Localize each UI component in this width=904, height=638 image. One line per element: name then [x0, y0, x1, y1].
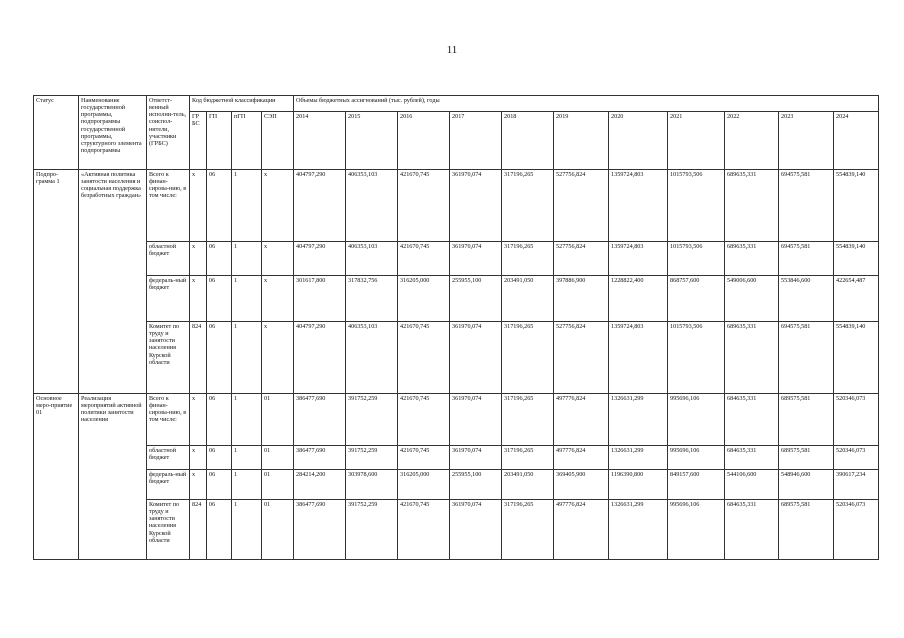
- value-cell: 391752,259: [346, 500, 398, 560]
- value-cell: 1359724,803: [609, 170, 668, 242]
- code-cell: 01: [262, 470, 294, 500]
- value-cell: 1015793,506: [668, 170, 725, 242]
- code-cell: 06: [207, 322, 232, 394]
- code-cell: x: [190, 470, 207, 500]
- value-cell: 520346,073: [834, 500, 879, 560]
- executor-cell: областной бюджет: [147, 446, 190, 470]
- code-cell: x: [262, 322, 294, 394]
- value-cell: 386477,690: [294, 500, 346, 560]
- code-cell: 01: [262, 500, 294, 560]
- value-cell: 694575,581: [779, 170, 834, 242]
- value-cell: 391752,259: [346, 394, 398, 446]
- value-cell: 303978,600: [346, 470, 398, 500]
- value-cell: 404797,290: [294, 322, 346, 394]
- value-cell: 694575,581: [779, 242, 834, 276]
- value-cell: 689635,331: [725, 322, 779, 394]
- value-cell: 317196,265: [502, 322, 554, 394]
- page-number: 11: [446, 44, 458, 56]
- value-cell: 421670,745: [398, 170, 450, 242]
- status-cell: Основное меро-приятие 01: [34, 394, 79, 560]
- value-cell: 497776,824: [554, 446, 609, 470]
- executor-cell: федераль-ный бюджет: [147, 470, 190, 500]
- value-cell: 694575,581: [779, 322, 834, 394]
- table-row: [34, 500, 879, 560]
- value-cell: 361970,074: [450, 500, 502, 560]
- value-cell: 868757,600: [668, 276, 725, 322]
- value-cell: 1015793,506: [668, 242, 725, 276]
- value-cell: 1359724,803: [609, 242, 668, 276]
- value-cell: 361970,074: [450, 394, 502, 446]
- value-cell: 421670,745: [398, 242, 450, 276]
- value-cell: 316205,000: [398, 470, 450, 500]
- value-cell: 421670,745: [398, 500, 450, 560]
- code-cell: 06: [207, 446, 232, 470]
- code-cell: x: [190, 276, 207, 322]
- header-year: 2019: [554, 112, 609, 170]
- value-cell: 548946,600: [779, 470, 834, 500]
- value-cell: 406353,103: [346, 170, 398, 242]
- code-cell: 1: [232, 394, 262, 446]
- code-cell: x: [262, 170, 294, 242]
- value-cell: 406353,103: [346, 242, 398, 276]
- value-cell: 203491,050: [502, 276, 554, 322]
- code-cell: 824: [190, 500, 207, 560]
- table-row: [34, 242, 879, 276]
- value-cell: 386477,690: [294, 394, 346, 446]
- header-name: Наименование государственной программы, подпрограммы государственной программы, структурного элемента подпрограммы: [79, 96, 147, 170]
- value-cell: 995696,106: [668, 394, 725, 446]
- code-cell: x: [190, 242, 207, 276]
- code-cell: 06: [207, 242, 232, 276]
- table-row: [34, 394, 879, 446]
- header-year: 2015: [346, 112, 398, 170]
- code-cell: 06: [207, 276, 232, 322]
- value-cell: 554839,140: [834, 170, 879, 242]
- value-cell: 390617,234: [834, 470, 879, 500]
- value-cell: 527756,824: [554, 170, 609, 242]
- value-cell: 317832,756: [346, 276, 398, 322]
- value-cell: 527756,824: [554, 322, 609, 394]
- executor-cell: Комитет по труду и занятости населения Курской области: [147, 322, 190, 394]
- value-cell: 544106,600: [725, 470, 779, 500]
- executor-cell: Всего к финан-сирова-нию, в том числе:: [147, 170, 190, 242]
- header-year: 2014: [294, 112, 346, 170]
- value-cell: 995696,106: [668, 500, 725, 560]
- value-cell: 1228822,400: [609, 276, 668, 322]
- value-cell: 404797,290: [294, 170, 346, 242]
- table-row: [34, 446, 879, 470]
- value-cell: 1359724,803: [609, 322, 668, 394]
- table-row: [34, 322, 879, 394]
- executor-cell: Комитет по труду и занятости населения Курской области: [147, 500, 190, 560]
- value-cell: 527756,824: [554, 242, 609, 276]
- status-cell: Подпро-грамма 1: [34, 170, 79, 394]
- code-cell: 1: [232, 242, 262, 276]
- value-cell: 422654,487: [834, 276, 879, 322]
- header-year: 2023: [779, 112, 834, 170]
- value-cell: 849157,600: [668, 470, 725, 500]
- code-cell: 1: [232, 470, 262, 500]
- header-status: Статус: [34, 96, 79, 170]
- value-cell: 520346,073: [834, 446, 879, 470]
- value-cell: 1015793,506: [668, 322, 725, 394]
- code-cell: 06: [207, 500, 232, 560]
- header-year: 2020: [609, 112, 668, 170]
- value-cell: 421670,745: [398, 446, 450, 470]
- code-cell: x: [190, 170, 207, 242]
- value-cell: 689575,581: [779, 394, 834, 446]
- code-cell: x: [190, 394, 207, 446]
- executor-cell: Всего к финан-сирова-нию, в том числе:: [147, 394, 190, 446]
- value-cell: 317196,265: [502, 500, 554, 560]
- code-cell: 01: [262, 446, 294, 470]
- value-cell: 554839,140: [834, 242, 879, 276]
- value-cell: 421670,745: [398, 322, 450, 394]
- value-cell: 497776,824: [554, 500, 609, 560]
- value-cell: 361970,074: [450, 446, 502, 470]
- code-cell: 06: [207, 394, 232, 446]
- value-cell: 554839,140: [834, 322, 879, 394]
- header-code-pgp: пГП: [232, 112, 262, 170]
- code-cell: x: [262, 276, 294, 322]
- value-cell: 689575,581: [779, 446, 834, 470]
- value-cell: 369405,900: [554, 470, 609, 500]
- value-cell: 684635,331: [725, 446, 779, 470]
- header-code-sep: СЭП: [262, 112, 294, 170]
- value-cell: 361970,074: [450, 170, 502, 242]
- value-cell: 317196,265: [502, 446, 554, 470]
- value-cell: 1326631,299: [609, 446, 668, 470]
- value-cell: 317196,265: [502, 242, 554, 276]
- value-cell: 397886,900: [554, 276, 609, 322]
- code-cell: 1: [232, 446, 262, 470]
- code-cell: x: [190, 446, 207, 470]
- value-cell: 255955,100: [450, 470, 502, 500]
- value-cell: 301617,800: [294, 276, 346, 322]
- value-cell: 317196,265: [502, 394, 554, 446]
- program-name-cell: Реализация мероприятий активной политики занятости населения: [79, 394, 147, 560]
- value-cell: 684635,331: [725, 500, 779, 560]
- value-cell: 995696,106: [668, 446, 725, 470]
- header-year: 2024: [834, 112, 879, 170]
- value-cell: 255955,100: [450, 276, 502, 322]
- value-cell: 1326631,299: [609, 500, 668, 560]
- value-cell: 386477,690: [294, 446, 346, 470]
- value-cell: 553846,600: [779, 276, 834, 322]
- header-code-grbs: ГР БС: [190, 112, 207, 170]
- code-cell: x: [262, 242, 294, 276]
- value-cell: 689635,331: [725, 170, 779, 242]
- code-cell: 1: [232, 170, 262, 242]
- value-cell: 689575,581: [779, 500, 834, 560]
- table-row: [34, 170, 879, 242]
- budget-table: [33, 95, 879, 560]
- code-cell: 1: [232, 500, 262, 560]
- value-cell: 391752,259: [346, 446, 398, 470]
- value-cell: 361970,074: [450, 322, 502, 394]
- header-volumes: Объемы бюджетных ассигнований (тыс. рублей), годы: [294, 96, 879, 112]
- value-cell: 361970,074: [450, 242, 502, 276]
- value-cell: 1326631,299: [609, 394, 668, 446]
- value-cell: 284214,200: [294, 470, 346, 500]
- value-cell: 421670,745: [398, 394, 450, 446]
- code-cell: 06: [207, 470, 232, 500]
- header-year: 2022: [725, 112, 779, 170]
- value-cell: 203491,050: [502, 470, 554, 500]
- table-row: [34, 276, 879, 322]
- code-cell: 1: [232, 276, 262, 322]
- header-code-gp: ГП: [207, 112, 232, 170]
- value-cell: 689635,331: [725, 242, 779, 276]
- code-cell: 1: [232, 322, 262, 394]
- code-cell: 01: [262, 394, 294, 446]
- value-cell: 684635,331: [725, 394, 779, 446]
- value-cell: 406353,103: [346, 322, 398, 394]
- value-cell: 316205,000: [398, 276, 450, 322]
- header-year: 2017: [450, 112, 502, 170]
- header-year: 2018: [502, 112, 554, 170]
- code-cell: 06: [207, 170, 232, 242]
- code-cell: 824: [190, 322, 207, 394]
- header-executor: Ответст-венный исполни-тель, соиспол-нители, участники (ГРБС): [147, 96, 190, 170]
- executor-cell: областной бюджет: [147, 242, 190, 276]
- value-cell: 404797,290: [294, 242, 346, 276]
- header-year: 2016: [398, 112, 450, 170]
- executor-cell: федераль-ный бюджет: [147, 276, 190, 322]
- value-cell: 549006,600: [725, 276, 779, 322]
- header-kbk: Код бюджетной классификации: [190, 96, 294, 112]
- value-cell: 317196,265: [502, 170, 554, 242]
- header-year: 2021: [668, 112, 725, 170]
- program-name-cell: «Активная политика занятости населения и социальная поддержка безработных граждан»: [79, 170, 147, 394]
- table-row: [34, 470, 879, 500]
- value-cell: 497776,824: [554, 394, 609, 446]
- value-cell: 1196390,800: [609, 470, 668, 500]
- value-cell: 520346,073: [834, 394, 879, 446]
